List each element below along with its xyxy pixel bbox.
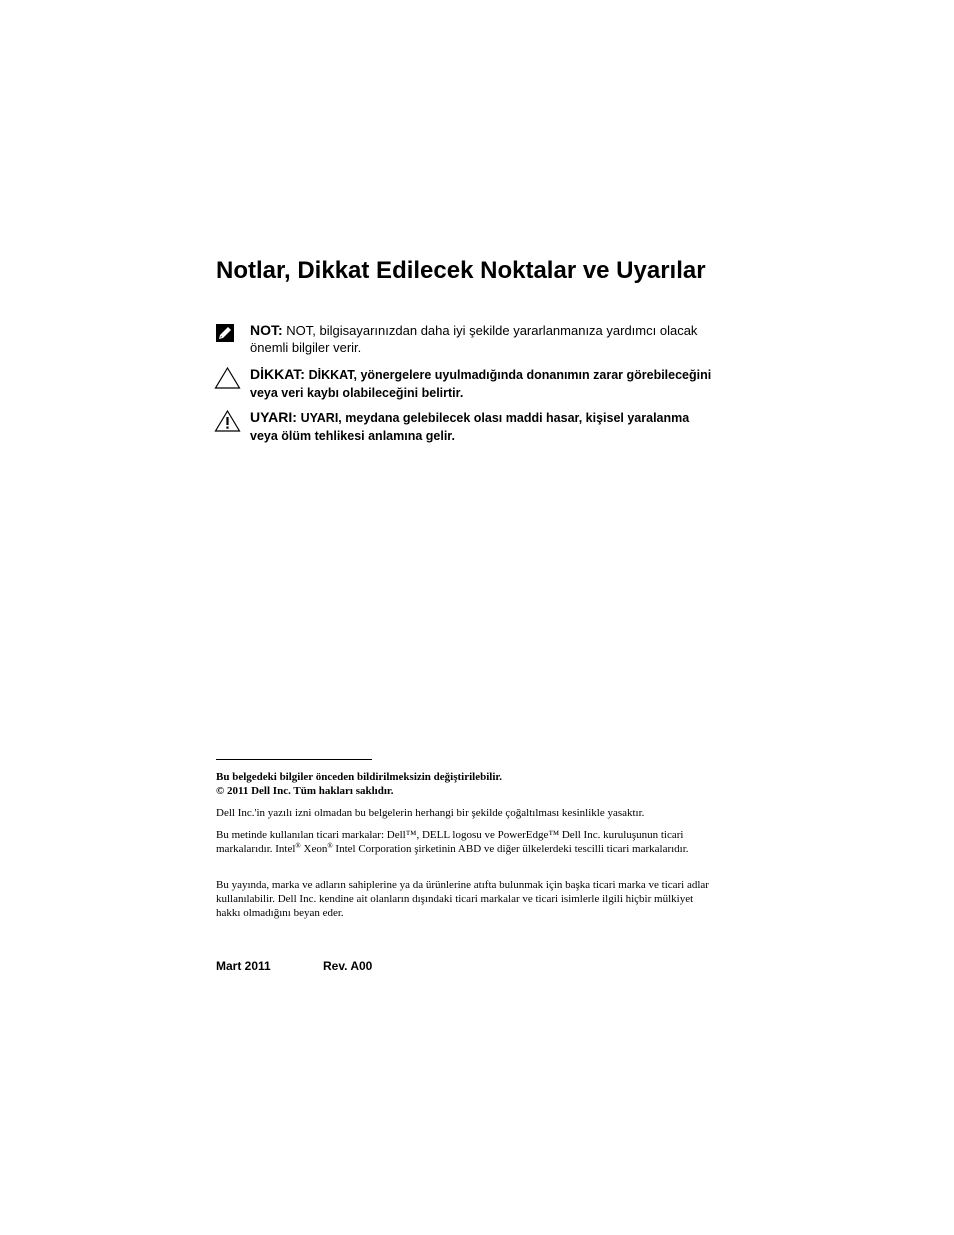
revision-number: Rev. A00	[323, 959, 373, 973]
registered-mark: ®	[295, 842, 301, 850]
note-notice	[214, 322, 714, 356]
trademarks-text-2: Intel Corporation şirketinin ABD ve diğer ülkelerdeki tescilli ticari markalarıdır.	[332, 843, 689, 855]
note-body	[250, 322, 714, 356]
copyright-line: © 2011 Dell Inc. Tüm hakları saklıdır.	[216, 785, 394, 797]
registered-mark: ®	[327, 842, 333, 850]
change-notice: Bu belgedeki bilgiler önceden bildirilmeksizin değiştirilebilir.	[216, 771, 503, 783]
warning-body	[250, 409, 714, 445]
publication-date: Mart 2011	[216, 959, 271, 973]
note-label: NOT:	[250, 322, 283, 338]
caution-body	[250, 366, 714, 402]
caution-triangle-icon	[214, 366, 241, 390]
note-text: NOT, bilgisayarınızdan daha iyi şekilde yararlanmanıza yardımcı olacak önemli bilgiler verir.	[250, 323, 698, 355]
page-title: Notlar, Dikkat Edilecek Noktalar ve Uyarılar	[216, 257, 706, 284]
warning-notice	[214, 409, 714, 445]
trademarks-paragraph	[216, 828, 718, 856]
trademarks-xeon: Xeon	[300, 843, 328, 855]
trademarks-text-1: Bu metinde kullanılan ticari markalar: Dell™, DELL logosu ve PowerEdge™ Dell Inc. kuruluşunun ticari markalarıdır. Intel	[216, 829, 684, 855]
caution-notice	[214, 366, 714, 402]
warning-text: UYARI, meydana gelebilecek olası maddi hasar, kişisel yaralanma veya ölüm tehlikesi anlamına gelir.	[250, 411, 690, 443]
caution-text: DİKKAT, yönergelere uyulmadığında donanımın zarar görebileceğini veya veri kaybı olabileceğini belirtir.	[250, 368, 712, 400]
reproduction-notice: Dell Inc.'in yazılı izni olmadan bu belgelerin herhangi bir şekilde çoğaltılması kesinlikle yasaktır.	[216, 807, 645, 819]
footnote-divider	[216, 759, 372, 760]
other-marks-notice: Bu yayında, marka ve adların sahiplerine ya da ürünlerine atıfta bulunmak için başka ticari marka ve ticari adlar kullanılabilir. Dell Inc. kendine ait olanların dışındaki ticari markalar ve ticari isimlerle ilgili hiçbir mülkiyet hakkı olmadığını beyan eder.	[216, 879, 709, 919]
document-footer	[216, 959, 373, 973]
pencil-note-icon	[214, 322, 241, 346]
warning-label: UYARI:	[250, 409, 297, 425]
warning-exclamation-icon	[214, 409, 241, 433]
caution-label: DİKKAT:	[250, 366, 305, 382]
